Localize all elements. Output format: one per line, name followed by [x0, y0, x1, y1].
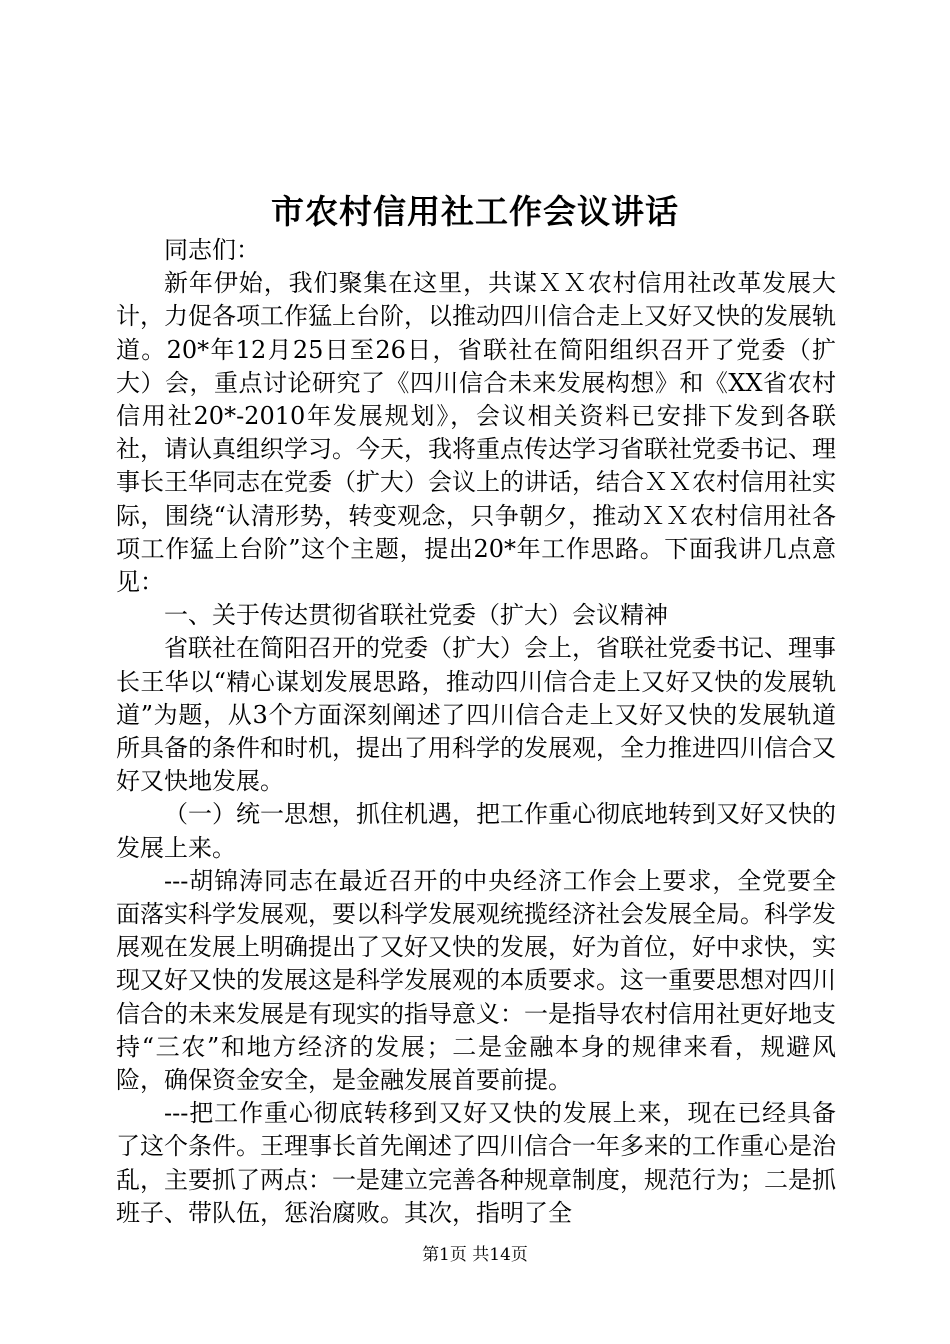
document-title: 市农村信用社工作会议讲话: [271, 192, 679, 231]
section-1-paragraph: 省联社在简阳召开的党委（扩大）会上，省联社党委书记、理事长王华以“精心谋划发展思路，推动四川信合走上又好又快的发展轨道”为题，从3个方面深刻阐述了四川信合走上又好又快的发展轨道所具备的条件和时机，提出了用科学的发展观，全力推进四川信合又好又快地发展。: [116, 634, 836, 796]
intro-paragraph: 新年伊始，我们聚集在这里，共谋ＸＸ农村信用社改革发展大计，力促各项工作猛上台阶，以推动四川信合走上又好又快的发展轨道。20*年12月25日至26日，省联社在简阳组织召开了党委（扩大）会，重点讨论研究了《四川信合未来发展构想》和《XX省农村信用社20*-2010年发展规划》，会议相关资料已安排下发到各联社，请认真组织学习。今天，我将重点传达学习省联社党委书记、理事长王华同志在党委（扩大）会议上的讲话，结合ＸＸ农村信用社实际，围绕“认清形势，转变观念，只争朝夕，推动ＸＸ农村信用社各项工作猛上台阶”这个主题，提出20*年工作思路。下面我讲几点意见：: [116, 269, 836, 597]
body-paragraph: ---把工作重心彻底转移到又好又快的发展上来，现在已经具备了这个条件。王理事长首先阐述了四川信合一年多来的工作重心是治乱，主要抓了两点：一是建立完善各种规章制度，规范行为；二是抓班子、带队伍，惩治腐败。其次，指明了全: [116, 1099, 836, 1227]
greeting-paragraph: 同志们：: [164, 236, 260, 264]
subsection-heading-1: （一）统一思想，抓住机遇，把工作重心彻底地转到又好又快的发展上来。: [116, 800, 836, 862]
page-number-footer: 第1页 共14页: [422, 1245, 528, 1265]
section-heading-1: 一、关于传达贯彻省联社党委（扩大）会议精神: [164, 601, 668, 630]
body-paragraph: ---胡锦涛同志在最近召开的中央经济工作会上要求，全党要全面落实科学发展观，要以科学发展观统揽经济社会发展全局。科学发展观在发展上明确提出了又好又快的发展，好为首位，好中求快，实现又好又快的发展这是科学发展观的本质要求。这一重要思想对四川信合的未来发展是有现实的指导意义：一是指导农村信用社更好地支持“三农”和地方经济的发展；二是金融本身的规律来看，规避风险，确保资金安全，是金融发展首要前提。: [116, 866, 836, 1095]
document-body: [116, 234, 836, 1230]
